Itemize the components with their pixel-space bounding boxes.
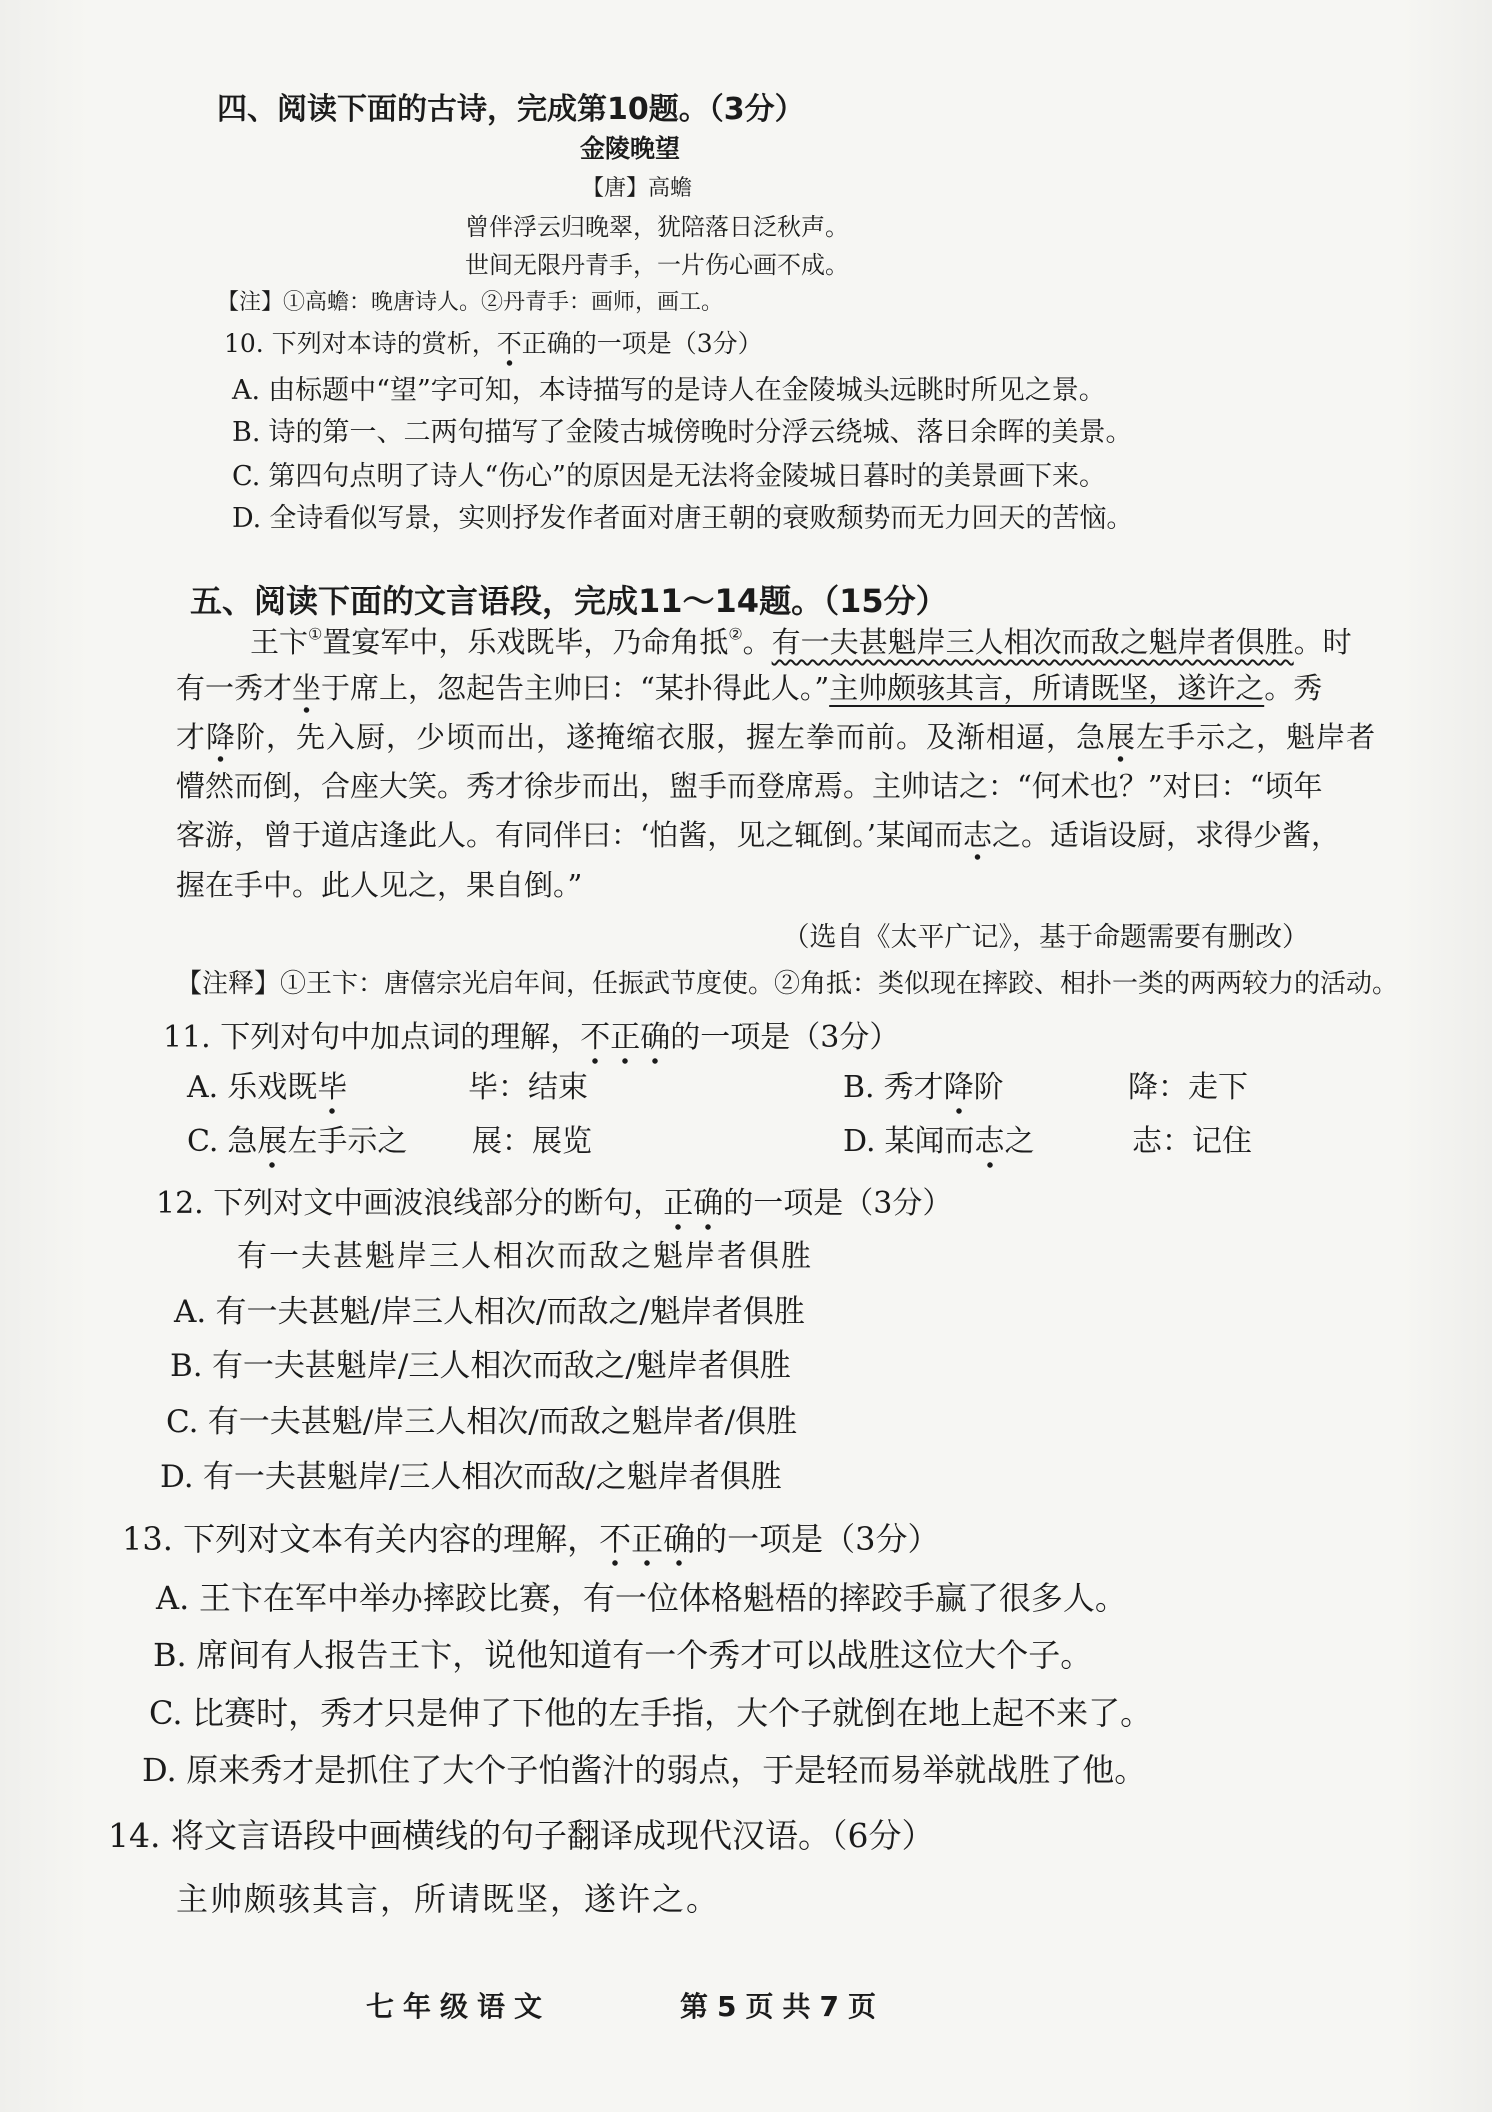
question-13-option: [142, 1750, 1146, 1790]
question-13-option: [149, 1693, 1152, 1733]
underlined-sentence: 主帅颇骇其言，所请既坚，遂许之: [829, 671, 1265, 705]
stem-text: 下列对句中加点词的理解，: [220, 1020, 581, 1055]
question-10-option: [232, 460, 1106, 494]
option-text: 王卞在军中举办摔跤比赛，有一位体格魁梧的摔跤手赢了很多人。: [198, 1579, 1127, 1617]
footnote-marker: ②: [728, 624, 743, 644]
option-text: 阶: [973, 1070, 1004, 1105]
option-label: B.: [843, 1070, 875, 1105]
page-footer: [366, 1989, 551, 2024]
question-14-stem: [108, 1815, 934, 1856]
question-11-gloss: 毕：结束: [468, 1070, 588, 1105]
passage-line: 握在手中。此人见之，果自倒。”: [176, 868, 583, 902]
passage-line: [250, 624, 1352, 660]
option-text: 有一夫甚魁/岸三人相次/而敌之/魁岸者俱胜: [215, 1294, 805, 1330]
option-label: C.: [166, 1404, 199, 1440]
question-13-stem: [122, 1519, 939, 1559]
option-text: 比赛时，秀才只是伸了下他的左手指，大个子就倒在地上起不来了。: [192, 1694, 1153, 1732]
question-12-option: [160, 1458, 782, 1497]
option-text: 原来秀才是抓住了大个子怕酱汁的弱点，于是轻而易举就战胜了他。: [186, 1751, 1147, 1789]
question-number: 10.: [224, 329, 264, 358]
poem-line: 曾伴浮云归晚翠，犹陪落日泛秋声。: [465, 213, 849, 241]
option-label: A.: [187, 1070, 219, 1105]
option-label: B.: [170, 1348, 203, 1384]
question-number: 14.: [108, 1816, 161, 1855]
passage-line: [176, 719, 1376, 755]
question-number: 11.: [163, 1020, 211, 1055]
passage-text: 。: [742, 625, 772, 659]
stem-text: 下列对本诗的赏析，: [271, 329, 497, 358]
question-10-stem: [224, 328, 763, 359]
passage-text: 。时: [1293, 625, 1352, 659]
passage-text: 有一秀才: [176, 671, 293, 705]
question-11-gloss: 展：展览: [472, 1124, 592, 1159]
emphasis-dots: 正确: [663, 1185, 723, 1231]
emphasis-dots: 展: [257, 1123, 287, 1169]
emphasis-dots: 展: [1106, 719, 1136, 763]
option-label: D.: [232, 503, 262, 534]
passage-line: [176, 817, 1340, 853]
passage-source: （选自《太平广记》，基于命题需要有删改）: [782, 922, 1309, 953]
stem-text: 的一项是（3分）: [670, 1020, 900, 1055]
emphasis-dots: 不: [497, 328, 522, 367]
section-five-heading: 五、阅读下面的文言语段，完成11～14题。（15分）: [190, 582, 948, 620]
option-text: 之: [1004, 1124, 1035, 1159]
question-11-option: [187, 1123, 407, 1161]
stem-text: 将文言语段中画横线的句子翻译成现代汉语。（6分）: [170, 1816, 935, 1855]
passage-text: 。秀: [1264, 671, 1323, 705]
question-10-option: [232, 502, 1133, 536]
question-12-option: [174, 1293, 805, 1332]
option-text: 由标题中“望”字可知，本诗描写的是诗人在金陵城头远眺时所见之景。: [268, 375, 1106, 406]
poem-title: 金陵晚望: [579, 134, 680, 163]
passage-line: 懵然而倒，合座大笑。秀才徐步而出，盥手而登席焉。主帅诘之：“何术也？”对曰：“顷年: [176, 769, 1323, 803]
option-label: B.: [232, 417, 261, 448]
page-footer-number: [680, 1989, 885, 2024]
question-12-stem: [156, 1185, 952, 1223]
option-label: A.: [156, 1579, 190, 1617]
option-text: 第四句点明了诗人“伤心”的原因是无法将金陵城日暮时的美景画下来。: [268, 461, 1106, 492]
question-11-gloss: 降：走下: [1128, 1070, 1248, 1105]
question-number: 13.: [122, 1520, 173, 1558]
stem-text: 下列对文本有关内容的理解，: [183, 1520, 600, 1558]
emphasis-dots: 不正确: [599, 1519, 695, 1567]
emphasis-dots: 毕: [317, 1069, 347, 1115]
wavy-underlined-sentence: 有一夫甚魁岸三人相次而敌之魁岸者俱胜: [771, 625, 1294, 659]
emphasis-dots: 降: [944, 1069, 974, 1115]
passage-text: 王卞: [250, 625, 309, 659]
stem-text: 的一项是（3分）: [695, 1520, 940, 1558]
emphasis-dots: 坐: [292, 670, 321, 714]
passage-text: 左手示之，魁岸者: [1136, 720, 1377, 754]
stem-text: 正确的一项是（3分）: [521, 329, 763, 358]
question-10-option: [232, 416, 1133, 450]
footer-page: 第5页共7页: [680, 1990, 885, 2023]
option-label: B.: [153, 1636, 187, 1674]
option-text: 乐戏既: [227, 1070, 318, 1105]
question-number: 12.: [156, 1186, 204, 1221]
stem-text: 的一项是（3分）: [723, 1186, 953, 1221]
poem-note: 【注】①高蟾：晚唐诗人。②丹青手：画师，画工。: [217, 290, 724, 315]
option-text: 有一夫甚魁/岸三人相次/而敌之魁岸者/俱胜: [207, 1404, 798, 1440]
option-label: D.: [142, 1751, 177, 1789]
question-13-option: [153, 1635, 1092, 1675]
emphasis-dots: 不正确: [580, 1019, 670, 1065]
option-label: C.: [232, 461, 261, 492]
option-label: C.: [187, 1124, 219, 1159]
option-label: A.: [174, 1294, 207, 1330]
option-text: 左手示之: [287, 1124, 408, 1159]
emphasis-dots: 志: [975, 1123, 1005, 1169]
option-text: 有一夫甚魁岸/三人相次而敌/之魁岸者俱胜: [202, 1459, 782, 1495]
question-11-gloss: 志：记住: [1132, 1124, 1252, 1159]
passage-text: 阶，先入厨，少顷而出，遂掩缩衣服，握左拳而前。及渐相逼，急: [236, 720, 1107, 754]
option-text: 诗的第一、二两句描写了金陵古城傍晚时分浮云绕城、落日余晖的美景。: [268, 417, 1133, 448]
option-text: 席间有人报告王卞，说他知道有一个秀才可以战胜这位大个子。: [196, 1636, 1093, 1674]
stem-text: 下列对文中画波浪线部分的断句，: [213, 1186, 664, 1221]
question-11-option: [843, 1123, 1035, 1161]
question-11-option: [187, 1069, 347, 1107]
passage-text: 客游，曾于道店逢此人。有同伴曰：‘怕酱，见之辄倒。’某闻而: [176, 818, 963, 852]
passage-text: 于席上，忽起告主帅曰：“某扑得此人。”: [321, 671, 830, 705]
passage-line: [176, 670, 1322, 706]
passage-text: 置宴军中，乐戏既毕，乃命角抵: [322, 625, 729, 659]
option-text: 急: [227, 1124, 258, 1159]
option-text: 全诗看似写景，实则抒发作者面对唐王朝的衰败颓势而无力回天的苦恼。: [269, 503, 1134, 534]
passage-text: 之。适诣设厨，求得少酱，: [991, 818, 1340, 852]
footnote-marker: ①: [308, 624, 323, 644]
option-text: 某闻而: [884, 1124, 975, 1159]
passage-notes: 【注释】①王卞：唐僖宗光启年间，任振武节度使。②角抵：类似现在摔跤、相扑一类的两两较力的活动。: [176, 969, 1399, 999]
question-14-sentence: 主帅颇骇其言，所请既坚，遂许之。: [176, 1880, 721, 1918]
poem-author: 【唐】高蟾: [581, 176, 692, 201]
poem-line: 世间无限丹青手，一片伤心画不成。: [465, 251, 849, 279]
question-10-option: [232, 374, 1106, 408]
emphasis-dots: 降: [206, 719, 236, 763]
option-label: A.: [232, 375, 261, 406]
option-label: D.: [843, 1124, 876, 1159]
question-12-option: [166, 1403, 797, 1442]
question-12-sentence: 有一夫甚魁岸三人相次而敌之魁岸者俱胜: [237, 1239, 813, 1274]
option-text: 秀才: [883, 1070, 944, 1105]
question-11-option: [843, 1069, 1004, 1107]
question-11-stem: [163, 1019, 899, 1057]
footer-subject: 七年级语文: [366, 1990, 552, 2023]
section-four-heading: 四、阅读下面的古诗，完成第10题。（3分）: [217, 92, 805, 127]
option-label: C.: [149, 1694, 183, 1732]
passage-text: 才: [176, 720, 207, 754]
question-12-option: [170, 1347, 791, 1386]
question-13-option: [156, 1578, 1127, 1618]
option-text: 有一夫甚魁岸/三人相次而敌之/魁岸者俱胜: [211, 1348, 791, 1384]
option-label: D.: [160, 1459, 194, 1495]
emphasis-dots: 志: [963, 817, 992, 861]
